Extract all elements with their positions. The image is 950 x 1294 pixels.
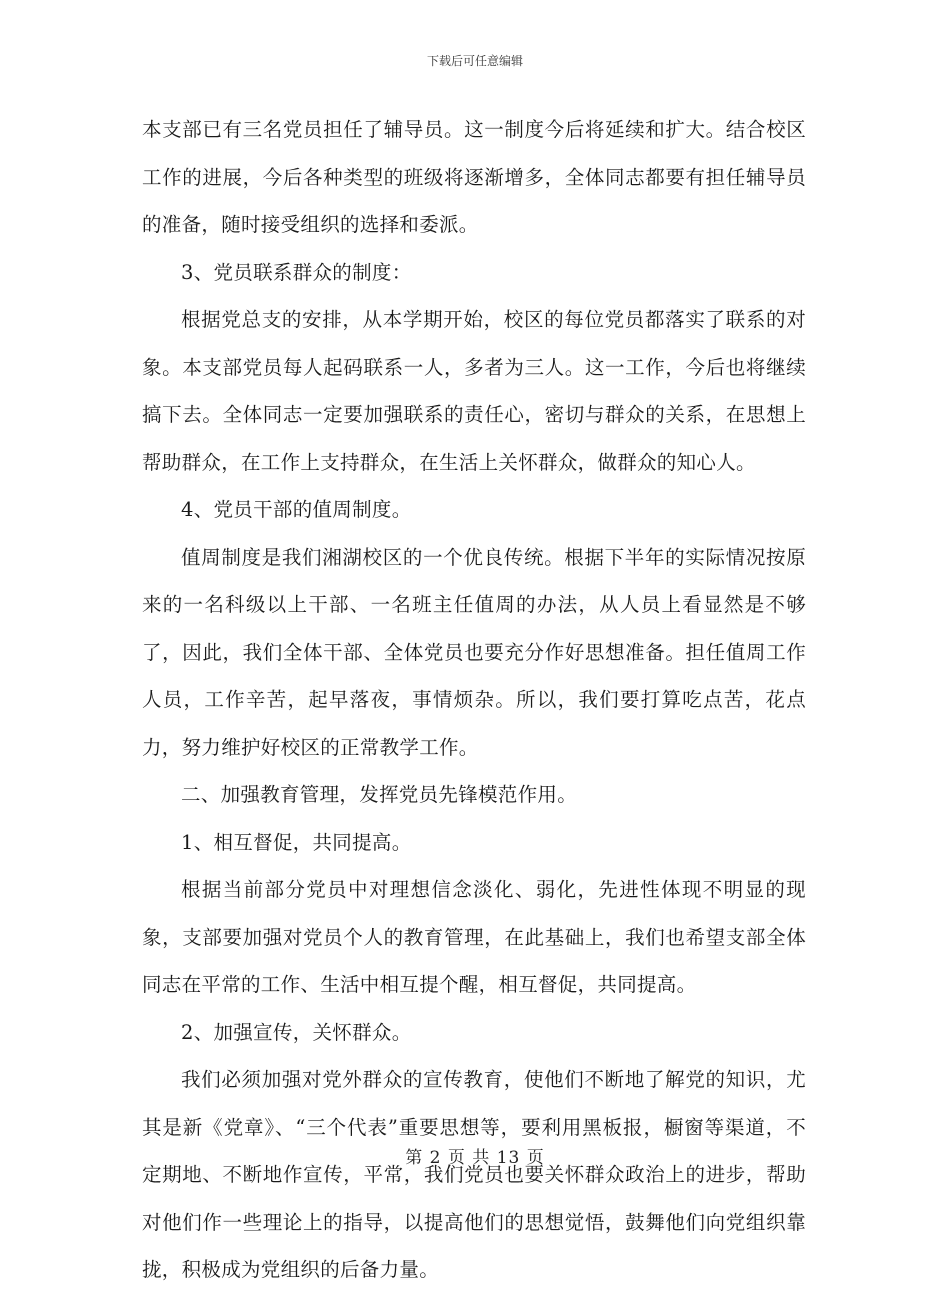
page-header: 下载后可任意编辑 bbox=[426, 54, 523, 68]
paragraph: 根据党总支的安排，从本学期开始，校区的每位党员都落实了联系的对象。本支部党员每人起码联系一人，多者为三人。这一工作，今后也将继续搞下去。全体同志一定要加强联系的责任心，密切与群众的关系，在思想上帮助群众，在工作上支持群众，在生活上关怀群众，做群众的知心人。 bbox=[142, 308, 806, 474]
paragraph: 根据当前部分党员中对理想信念淡化、弱化，先进性体现不明显的现象，支部要加强对党员个人的教育管理，在此基础上，我们也希望支部全体同志在平常的工作、生活中相互提个醒，相互督促，共同提高。 bbox=[142, 878, 806, 996]
section-heading: 3、党员联系群众的制度： bbox=[181, 260, 412, 284]
paragraph: 本支部已有三名党员担任了辅导员。这一制度今后将延续和扩大。结合校区工作的进展，今后各种类型的班级将逐渐增多，全体同志都要有担任辅导员的准备，随时接受组织的选择和委派。 bbox=[142, 118, 806, 236]
section-heading: 4、党员干部的值周制度。 bbox=[181, 498, 412, 521]
section-heading: 2、加强宣传，关怀群众。 bbox=[181, 1020, 412, 1044]
page-footer: 第 2 页 共 13 页 bbox=[405, 1148, 545, 1168]
paragraph: 值周制度是我们湘湖校区的一个优良传统。根据下半年的实际情况按原来的一名科级以上干部、一名班主任值周的办法，从人员上看显然是不够了，因此，我们全体干部、全体党员也要充分作好思想准备。担任值周工作人员，工作辛苦，起早落夜，事情烦杂。所以，我们要打算吃点苦，花点力，努力维护好校区的正常教学工作。 bbox=[142, 545, 806, 759]
section-heading: 1、相互督促，共同提高。 bbox=[181, 830, 412, 854]
document-body bbox=[142, 106, 806, 1294]
paragraph: 我们必须加强对党外群众的宣传教育，使他们不断地了解党的知识，尤其是新《党章》、“三个代表”重要思想等，要利用黑板报，橱窗等渠道，不定期地、不断地作宣传，平常，我们党员也要关怀群众政治上的进步，帮助对他们作一些理论上的指导，以提高他们的思想觉悟，鼓舞他们向党组织靠拢，积极成为党组织的后备力量。 bbox=[142, 1068, 806, 1281]
section-heading: 二、加强教育管理，发挥党员先锋模范作用。 bbox=[181, 783, 578, 806]
